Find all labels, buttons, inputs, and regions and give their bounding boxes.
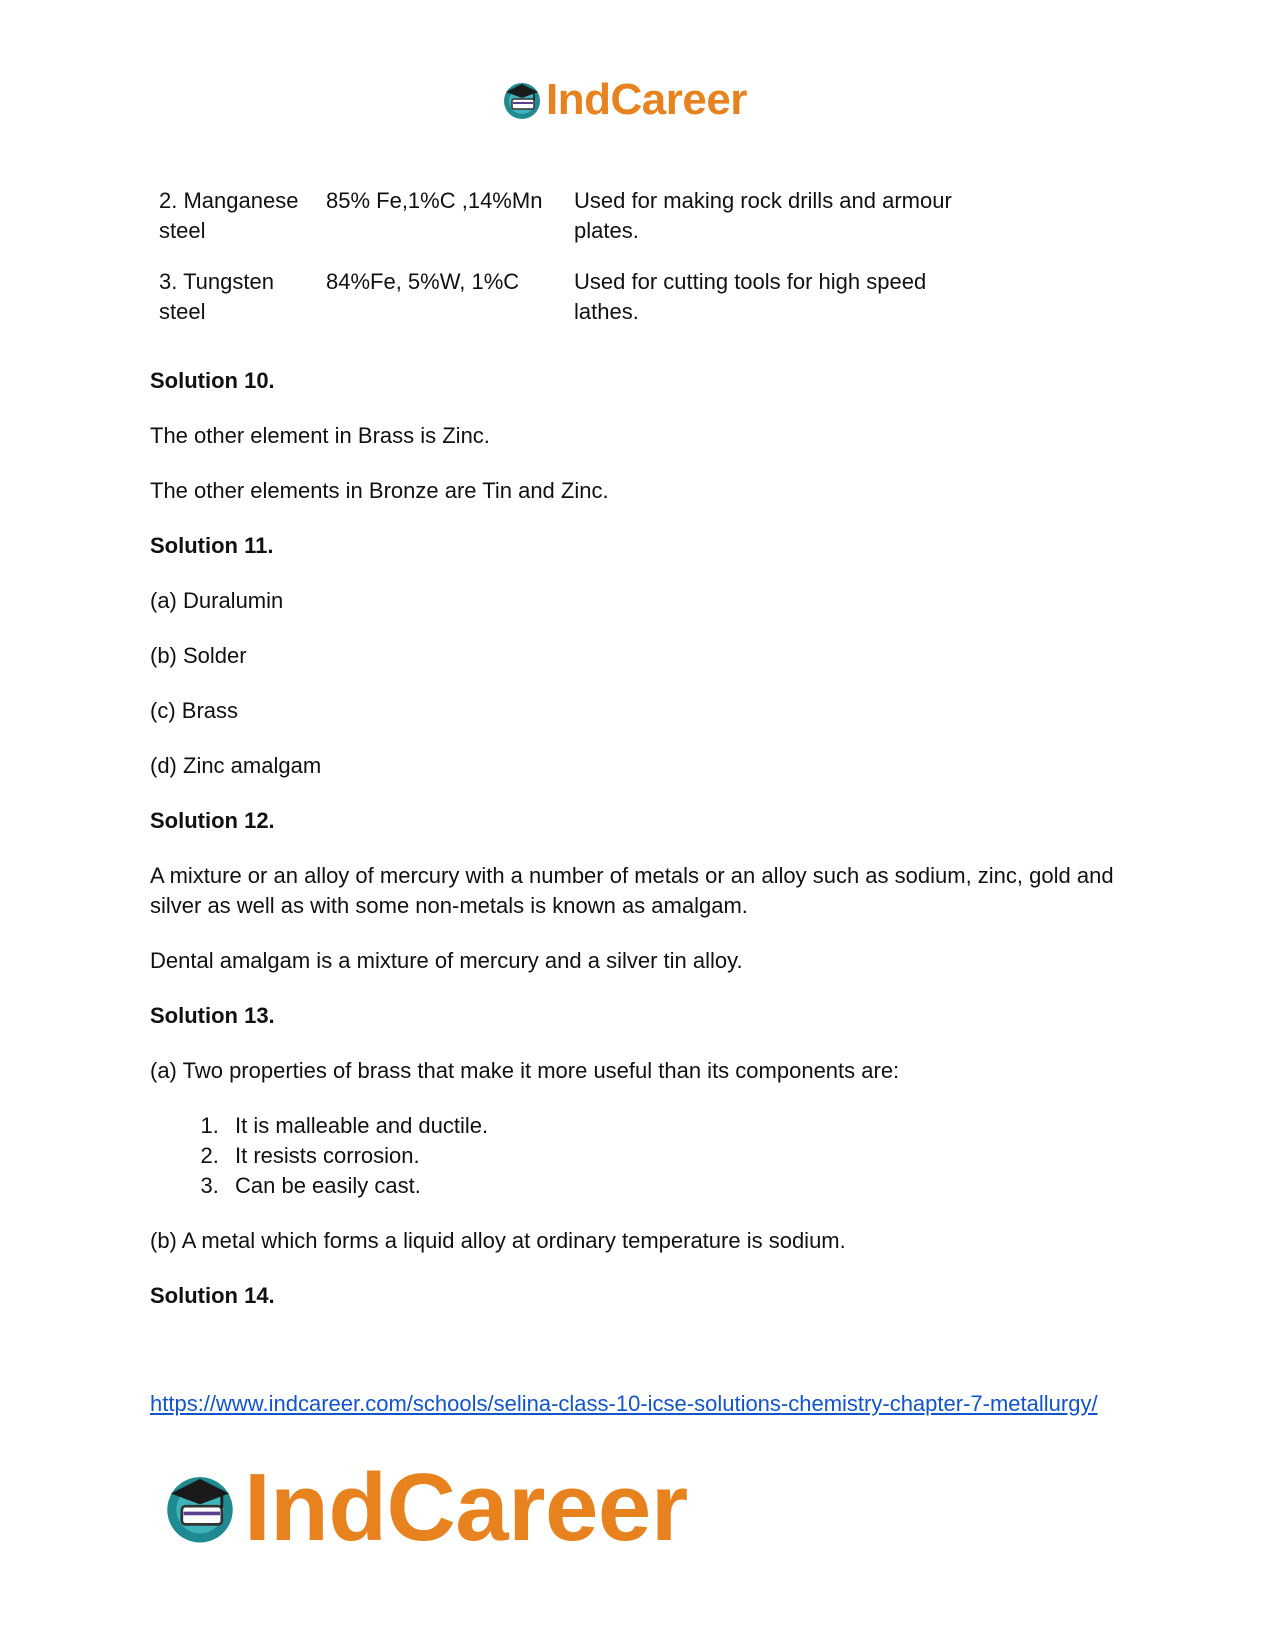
answer-item: (c) Brass <box>150 698 238 723</box>
alloy-use: Used for cutting tools for high speed lathes. <box>574 269 927 324</box>
solution-heading: Solution 10. <box>150 368 275 393</box>
alloy-use: Used for making rock drills and armour plates. <box>574 188 952 243</box>
table-row <box>159 186 999 246</box>
list-item: 1. It is malleable and ductile. <box>225 1111 1130 1141</box>
alloy-composition: 85% Fe,1%C ,14%Mn <box>326 188 543 213</box>
list-item: 3. Can be easily cast. <box>225 1171 1130 1201</box>
paragraph: Dental amalgam is a mixture of mercury and a silver tin alloy. <box>150 948 743 973</box>
list-item: 2. It resists corrosion. <box>225 1141 1130 1171</box>
logo-wordmark: IndCareer <box>244 1454 688 1561</box>
solution-heading: Solution 12. <box>150 808 275 833</box>
table-row <box>159 267 999 327</box>
solutions-content <box>150 366 1130 1336</box>
header-logo <box>500 75 747 124</box>
alloy-name: 2. Manganese steel <box>159 188 299 243</box>
logo-wordmark: IndCareer <box>546 75 747 124</box>
properties-list <box>150 1111 1130 1201</box>
alloy-composition: 84%Fe, 5%W, 1%C <box>326 269 520 294</box>
paragraph: (b) A metal which forms a liquid alloy at ordinary temperature is sodium. <box>150 1228 846 1253</box>
source-link[interactable]: https://www.indcareer.com/schools/selina-class-10-icse-solutions-chemistry-chapter-7-metallurgy/ <box>150 1391 1098 1416</box>
answer-item: (d) Zinc amalgam <box>150 753 322 778</box>
alloy-name: 3. Tungsten steel <box>159 269 274 324</box>
alloy-table <box>159 186 999 348</box>
graduation-globe-icon <box>500 78 544 122</box>
paragraph: A mixture or an alloy of mercury with a number of metals or an alloy such as sodium, zinc, gold and silver as well as with some non-metals is known as amalgam. <box>150 863 1114 918</box>
solution-heading: Solution 14. <box>150 1283 275 1308</box>
solution-heading: Solution 13. <box>150 1003 275 1028</box>
solution-heading: Solution 11. <box>150 533 274 558</box>
paragraph: (a) Two properties of brass that make it more useful than its components are: <box>150 1058 900 1083</box>
paragraph: The other element in Brass is Zinc. <box>150 423 490 448</box>
answer-item: (b) Solder <box>150 643 247 668</box>
answer-item: (a) Duralumin <box>150 588 284 613</box>
graduation-globe-icon <box>160 1468 240 1548</box>
footer-logo <box>160 1454 688 1561</box>
paragraph: The other elements in Bronze are Tin and Zinc. <box>150 478 609 503</box>
